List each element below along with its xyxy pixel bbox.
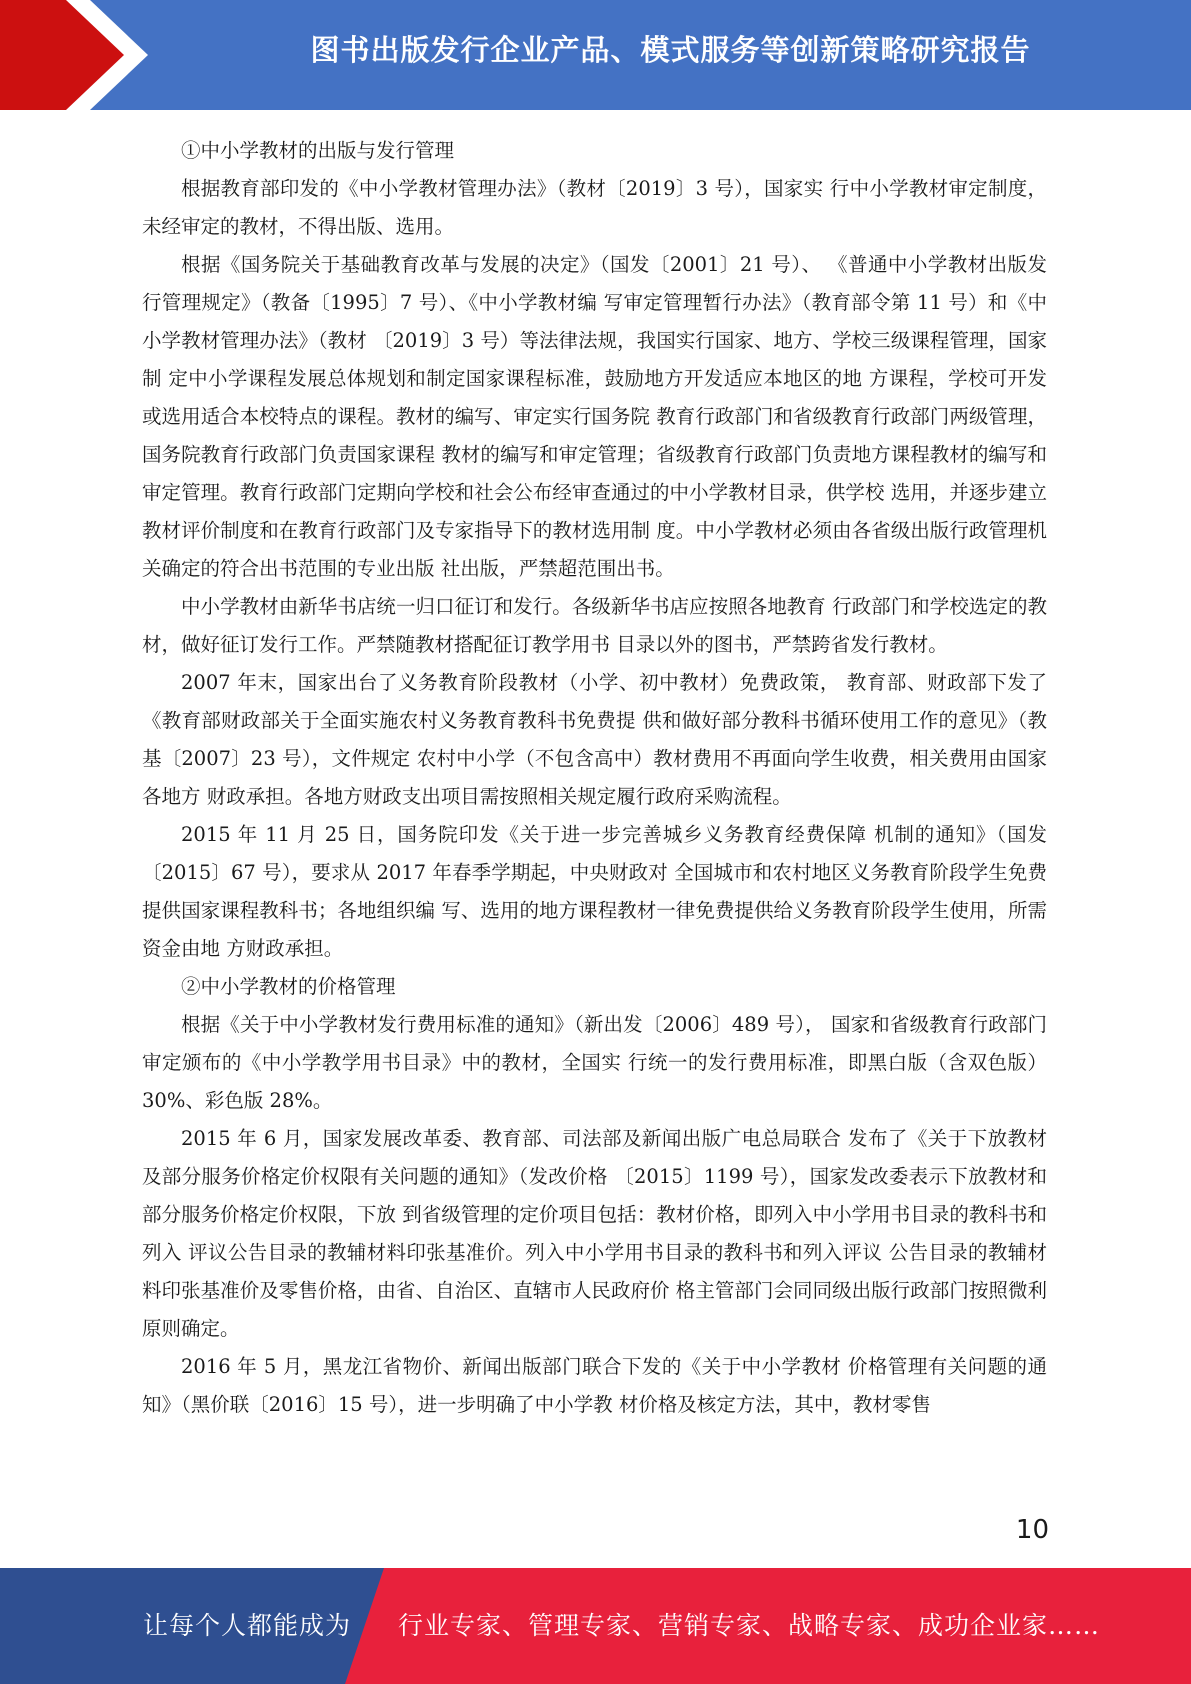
body-paragraph: 2015 年 11 月 25 日，国务院印发《关于进一步完善城乡义务教育经费保障 机制的通知》（国发〔2015〕67 号），要求从 2017 年春季学期起，中央财政对 全国城市和农村地区义务教育阶段学生免费提供国家课程教科书；各地组织编 写、选用的地方课程教材一律免费提供给义务教育阶段学生使用，所需资金由地 方财政承担。: [142, 823, 1047, 960]
section-heading-textbook-publishing: ①中小学教材的出版与发行管理: [181, 139, 455, 162]
page-footer: [0, 1568, 1191, 1684]
body-paragraph: 中小学教材由新华书店统一归口征订和发行。各级新华书店应按照各地教育 行政部门和学校选定的教材，做好征订发行工作。严禁随教材搭配征订教学用书 目录以外的图书，严禁跨省发行教材。: [142, 595, 1047, 656]
page-number: 10: [1015, 1515, 1049, 1545]
footer-slogan-right: 行业专家、管理专家、营销专家、战略专家、成功企业家……: [398, 1611, 1101, 1640]
body-paragraph: 2015 年 6 月，国家发展改革委、教育部、司法部及新闻出版广电总局联合 发布了《关于下放教材及部分服务价格定价权限有关问题的通知》（发改价格 〔2015〕1199 号），国家发改委表示下放教材和部分服务价格定价权限，下放 到省级管理的定价项目包括：教材价格，即列入中小学用书目录的教科书和列入 评议公告目录的教辅材料印张基准价。列入中小学用书目录的教科书和列入评议 公告目录的教辅材料印张基准价及零售价格，由省、自治区、直辖市人民政府价 格主管部门会同同级出版行政部门按照微利原则确定。: [142, 1127, 1047, 1340]
page-header: [0, 0, 1191, 110]
body-paragraph: 根据《关于中小学教材发行费用标准的通知》（新出发〔2006〕489 号）， 国家和省级教育行政部门审定颁布的《中小学教学用书目录》中的教材，全国实 行统一的发行费用标准，即黑白版（含双色版）30%、彩色版 28%。: [142, 1013, 1047, 1112]
body-paragraph: 根据教育部印发的《中小学教材管理办法》（教材〔2019〕3 号），国家实 行中小学教材审定制度，未经审定的教材，不得出版、选用。: [142, 177, 1047, 238]
body-paragraph: 2016 年 5 月，黑龙江省物价、新闻出版部门联合下发的《关于中小学教材 价格管理有关问题的通知》（黑价联〔2016〕15 号），进一步明确了中小学教 材价格及核定方法，其中，教材零售: [142, 1355, 1047, 1416]
body-paragraph: 根据《国务院关于基础教育改革与发展的决定》（国发〔2001〕21 号）、 《普通中小学教材出版发行管理规定》（教备〔1995〕7 号）、《中小学教材编 写审定管理暂行办法》（教育部令第 11 号）和《中小学教材管理办法》（教材 〔2019〕3 号）等法律法规，我国实行国家、地方、学校三级课程管理，国家制 定中小学课程发展总体规划和制定国家课程标准，鼓励地方开发适应本地区的地 方课程，学校可开发或选用适合本校特点的课程。教材的编写、审定实行国务院 教育行政部门和省级教育行政部门两级管理，国务院教育行政部门负责国家课程 教材的编写和审定管理；省级教育行政部门负责地方课程教材的编写和审定管理。教育行政部门定期向学校和社会公布经审查通过的中小学教材目录，供学校 选用，并逐步建立教材评价制度和在教育行政部门及专家指导下的教材选用制 度。中小学教材必须由各省级出版行政管理机关确定的符合出书范围的专业出版 社出版，严禁超范围出书。: [142, 253, 1047, 580]
section-heading-textbook-pricing: ②中小学教材的价格管理: [181, 975, 396, 998]
document-body: [142, 132, 1047, 1424]
body-paragraph: 2007 年末，国家出台了义务教育阶段教材（小学、初中教材）免费政策， 教育部、财政部下发了《教育部财政部关于全面实施农村义务教育教科书免费提 供和做好部分教科书循环使用工作的意见》（教基〔2007〕23 号），文件规定 农村中小学（不包含高中）教材费用不再面向学生收费，相关费用由国家各地方 财政承担。各地方财政支出项目需按照相关规定履行政府采购流程。: [142, 671, 1047, 808]
footer-slogan-left: 让每个人都能成为: [143, 1611, 352, 1640]
header-title: 图书出版发行企业产品、模式服务等创新策略研究报告: [310, 33, 1031, 67]
